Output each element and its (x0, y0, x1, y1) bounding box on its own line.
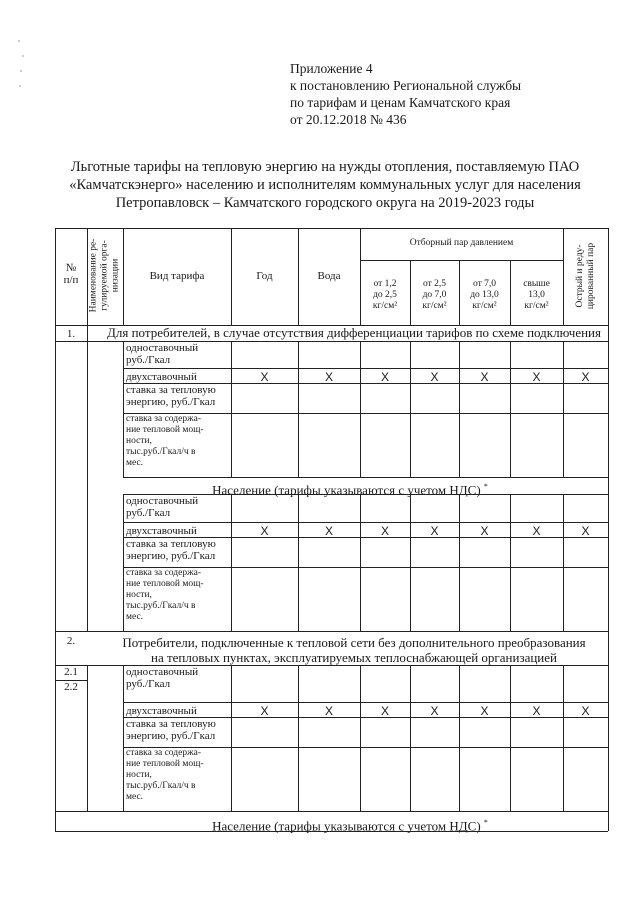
table-rule (123, 522, 608, 523)
table-rule (55, 325, 56, 631)
appendix-line: к постановлению Региональной службы (290, 78, 522, 93)
row-energy-rate: ставка за тепловую энергию, руб./Гкал (126, 538, 216, 562)
table-rule (123, 494, 124, 631)
x-mark: Х (380, 524, 389, 538)
table-rule (563, 665, 564, 811)
table-rule (410, 341, 411, 477)
appendix-line: от 20.12.2018 № 436 (290, 112, 407, 127)
x-mark: Х (260, 370, 269, 384)
table-rule (55, 228, 608, 229)
row-single-rate: одноставочный руб./Гкал (126, 495, 199, 519)
row-energy-rate: ставка за тепловую энергию, руб./Гкал (126, 718, 216, 742)
row-maint-rate: ставка за содержа- ние тепловой мощ- ности, тыс.руб./Гкал/ч в мес. (126, 414, 204, 468)
subsection-num: 2.2 (64, 681, 78, 693)
x-mark: Х (480, 370, 489, 384)
table-rule (510, 494, 511, 631)
header-pressure-2: от 2,5 до 7,0 кг/см² (422, 279, 447, 311)
table-rule (510, 341, 511, 477)
row-double-rate: двухставочный (126, 705, 197, 717)
x-mark: Х (532, 704, 541, 718)
scan-speck (18, 40, 20, 42)
x-mark: Х (380, 370, 389, 384)
appendix-line: по тарифам и ценам Камчатского края (290, 95, 511, 110)
table-rule (563, 494, 564, 631)
scan-speck (20, 70, 22, 72)
section-num: 2. (66, 635, 76, 647)
table-rule (360, 494, 361, 631)
table-rule (510, 665, 511, 811)
table-rule (87, 665, 88, 811)
section-label: Для потребителей, в случае отсутствия дифференциации тарифов по схеме подключения (106, 325, 601, 340)
row-single-rate: одноставочный руб./Гкал (126, 342, 199, 366)
header-kind: Вид тарифа (149, 270, 205, 282)
table-rule (459, 494, 460, 631)
row-energy-rate: ставка за тепловую энергию, руб./Гкал (126, 384, 216, 408)
table-rule (410, 665, 411, 811)
population-label: Население (тарифы указываются с учетом НДС) * (212, 482, 488, 498)
table-rule (123, 341, 124, 477)
population-label: Население (тарифы указываются с учетом НДС) * (212, 818, 488, 834)
table-rule (123, 477, 608, 478)
section-label: Потребители, подключенные к тепловой сети без дополнительного преобразования (122, 635, 586, 650)
x-mark: Х (581, 704, 590, 718)
table-rule (87, 325, 88, 631)
x-mark: Х (480, 704, 489, 718)
x-mark: Х (430, 524, 439, 538)
table-rule (410, 494, 411, 631)
x-mark: Х (430, 370, 439, 384)
table-rule (55, 631, 56, 831)
table-rule (55, 631, 608, 632)
x-mark: Х (380, 704, 389, 718)
x-mark: Х (581, 370, 590, 384)
title-line: Льготные тарифы на тепловую энергию на нужды отопления, поставляемую ПАО (70, 159, 580, 175)
header-org: Наименование ре- гулируемой орга- низации (88, 238, 121, 313)
table-rule (55, 811, 608, 812)
scan-speck (22, 55, 24, 57)
row-double-rate: двухставочный (126, 525, 197, 537)
table-rule (360, 665, 361, 811)
table-rule (563, 341, 564, 477)
title-line: «Камчатскэнерго» населению и исполнителям коммунальных услуг для населения (69, 177, 581, 193)
table-rule (231, 341, 232, 477)
table-rule (298, 341, 299, 477)
x-mark: Х (324, 370, 333, 384)
x-mark: Х (532, 370, 541, 384)
table-rule (298, 494, 299, 631)
header-pressure-3: от 7,0 до 13,0 кг/см² (470, 279, 499, 311)
header-pressure-1: от 1,2 до 2,5 кг/см² (372, 279, 398, 311)
table-rule (360, 341, 361, 477)
table-rule (123, 368, 608, 369)
header-num: № п/п (63, 262, 79, 286)
x-mark: Х (430, 704, 439, 718)
x-mark: Х (480, 524, 489, 538)
title-line: Петропавловск – Камчатского городского округа на 2019-2023 годы (115, 195, 535, 211)
header-steam-group: Отборный пар давлением (409, 238, 514, 248)
row-maint-rate: ставка за содержа- ние тепловой мощ- ности, тыс.руб./Гкал/ч в мес. (126, 568, 204, 622)
table-rule (459, 341, 460, 477)
x-mark: Х (324, 524, 333, 538)
table-rule (298, 665, 299, 811)
x-mark: Х (532, 524, 541, 538)
x-mark: Х (260, 704, 269, 718)
table-rule (123, 665, 124, 811)
scan-speck (19, 85, 21, 87)
x-mark: Х (324, 704, 333, 718)
section-label: на тепловых пунктах, эксплуатируемых теплоснабжающей организацией (150, 650, 557, 665)
row-single-rate: одноставочный руб./Гкал (126, 666, 199, 690)
table-rule (563, 228, 564, 325)
header-year: Год (256, 270, 273, 282)
header-pressure-4: свыше 13,0 кг/см² (523, 279, 550, 311)
section-num: 1. (66, 328, 76, 340)
x-mark: Х (260, 524, 269, 538)
table-rule (459, 665, 460, 811)
table-rule (608, 325, 609, 631)
table-rule (360, 260, 563, 261)
header-water: Вода (317, 270, 341, 282)
table-rule (231, 494, 232, 631)
table-rule (608, 631, 609, 831)
row-maint-rate: ставка за содержа- ние тепловой мощ- ности, тыс.руб./Гкал/ч в мес. (126, 748, 204, 802)
x-mark: Х (581, 524, 590, 538)
table-rule (608, 228, 609, 325)
appendix-line: Приложение 4 (290, 61, 373, 76)
table-rule (123, 702, 608, 703)
subsection-num: 2.1 (64, 666, 78, 678)
row-double-rate: двухставочный (126, 371, 197, 383)
table-rule (231, 665, 232, 811)
header-sharp-steam: Острый и реду- цированный пар (574, 242, 596, 310)
